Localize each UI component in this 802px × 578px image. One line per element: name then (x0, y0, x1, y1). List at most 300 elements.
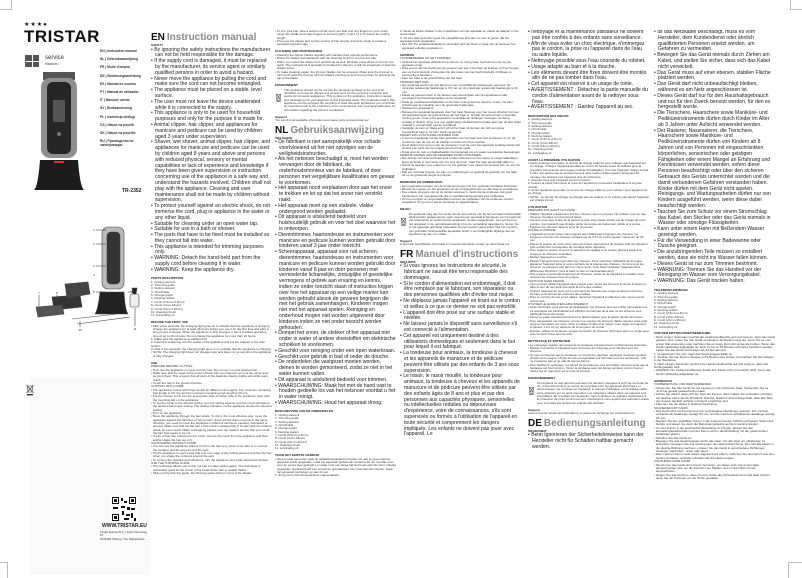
bullet-item: • Move the appliance through the hair slowly. To clip in the most effective way, move the appliance against the direction of hair growth. Since all hair does not grow in the same direction, you need to move the appliance in different directions (upward, downward or across). Make sure that the flat part of the comb is always fully in contact with the scalp to obtain an even result. Make overlapping passes over the head to ensure that you cut all the hair that needs to be cut. (151, 415, 272, 435)
bullet-item: • U kunt het apparaat zonder kam gebruiken om het haar zeer kort te knippen of om de contouren van de nek en de haarlijn rond de oren bij te werken. (400, 137, 521, 144)
safety-item: • To protect yourself against an electric shock, do not immerse the cord, plug or appliance in the water or any other liquid. (151, 204, 272, 221)
diagram-label-8: 8 (56, 291, 58, 295)
language-item: ES | Manual de usuario (100, 81, 137, 86)
text-line: 1. Cutting element (275, 412, 300, 417)
subsection-heading: REINIGING EN ONDERHOUD (400, 180, 443, 185)
text-line: 11. Lubricating oil (151, 313, 175, 318)
text-line: 2. Trimming guide (528, 120, 552, 125)
text-line: CONTOUR SANS PEIGNE (528, 278, 565, 283)
safety-item: • Les éléments devant être fixes doivent être montés afin de ne pas tomber dans l'eau. (528, 71, 649, 83)
safety-item: • This appliance is only to be used for household purposes and only for the purpose it is made for. (151, 111, 272, 123)
safety-item: • This appliance is intended for trimming purposes only. (151, 245, 272, 257)
safety-item: • AVERTISSEMENT : Détachez la partie manuelle du cordon d'alimentation avant de la nettoyer sous l'eau. (528, 88, 649, 105)
diagram-label-6: 6 (131, 290, 133, 294)
safety-list (654, 30, 775, 285)
subsection-heading: Support (400, 238, 412, 243)
language-code: NL (275, 124, 289, 136)
manual-column-4 (528, 30, 649, 550)
diagram-label-11: 11 (133, 327, 137, 331)
bullet-item: • Slide out the thinning guide, the thinning guide will be in front of the blades. (151, 472, 272, 475)
language-item: IT | Manuale utente (100, 98, 130, 103)
text-line: 5. Charging light (151, 293, 173, 298)
diagram-label-2: 2 (93, 242, 95, 246)
bullet-item: • To contour the neckline and sideburns, turn the appliance and make downward strokes. (151, 459, 272, 462)
bullet-item: • Put the chosen comb into the appropriate slots on either side of the appliance, then click the mounting tab on the appliance. (151, 395, 272, 402)
text-line: 3. Après quelques secondes, le témoin de charge s'allume pour indiquer que l'appareil est en charge. (528, 187, 648, 196)
subsection-heading: BEFORE THE FIRST USE (151, 320, 188, 325)
text-line: TRIMMEN MET KAM (400, 79, 429, 84)
subsection-heading: VOR DER ERSTEN INBETRIEBNAHME (654, 331, 711, 336)
safety-item: • Suitable for cleaning under an open water tap. (151, 222, 272, 228)
section-heading (400, 249, 521, 260)
subsection-heading: SÉCURITÉ (400, 259, 416, 264)
text-line: GEBRUIK MAKEN VAN DE GELEIDER VOOR UITDUNNEN (400, 153, 481, 158)
safety-item: • WARNUNG: Das Gerät trocken halten. (654, 279, 775, 285)
bullet-item: • Draai voor de nek- en bakkebaarden het apparaat om en maak neerwaartse bewegingen. (400, 151, 521, 154)
safety-item: • Dit apparaat is uitsluitend bedoeld voor trimmen. (275, 378, 396, 384)
bullet-item: • Om het reinigen te vergemakkelijken kunnen de snijbladen van de tondeuse worden verwijderd. Zorg ervoor dat de tondeuse is uitgeschakeld. (400, 198, 521, 205)
crop-mark-top-left (0, 0, 12, 10)
bullet-item: • NOTE: The charging light does not change color and does not go out when the appliance is fully charged. (151, 351, 272, 358)
language-code: EN (151, 32, 165, 43)
text-line: 1. Make sure the appliance is switched off. (151, 337, 208, 342)
text-line: 2. Trimming guide (275, 416, 299, 421)
safety-item: • Kann unter einem Hahn mit fließendem Wasser gereinigt werden. (654, 227, 775, 239)
text-line: USE THE THINNING GUIDE (151, 461, 190, 466)
text-line: 8. Comb (3mm-18mm) (528, 140, 559, 145)
text-line: 7. Comb (0.5mm-2.5mm) (151, 299, 185, 304)
bullet-item: • Kam het haar in de groeirichting van het haar. (400, 77, 521, 80)
model-number: TR-2352 (122, 188, 142, 194)
environment-text: This appliance should not be put into the domestic garbage at the end of its durability, but must be offered at a central point for the recycling of electric and electronic domestic appliances. This symbol on the appliance, instruction manual and packaging puts your attention to this important issue. The materials used in this appliance can be recycled. By recycling of used domestic appliances you contribute an important push to the protection of our environment. Ask your local authorities for information regarding the point of recollection. (284, 87, 396, 112)
bullet-item: • Brossez les lames et l'appareil avec la brosse de nettoyage pour éliminer tous les cheveux. (528, 347, 649, 354)
bullet-item: • Das Gerät wird mit drei Kämmen für verschiedene Haarlängen geliefert. Die minimal verbleibende Haarlänge beträgt 0,5 mm und die maximal verbleibende Haarlänge beträgt 30 mm. (654, 410, 775, 420)
text-line: You can find all available information and spare parts at www.tristar.eu! (275, 118, 369, 123)
logo-wordmark: TRISTAR (24, 27, 100, 46)
safety-item: • Nettoyage possible sous l'eau courante du robinet. (528, 59, 649, 65)
bullet-item: • NOTE : Le témoin de charge ne change pas de couleur et ne s'éteint pas quand l'appareil est chargé à fond. (528, 196, 649, 203)
text-line: UTILISER LE GUIDE D'ÉCLAIRCISSEMENT (528, 301, 589, 306)
subsection-heading: TEILEBESCHREIBUNG (654, 287, 688, 292)
website-link[interactable]: WWW.TRISTAR.EU (102, 523, 147, 529)
section-heading (151, 32, 272, 43)
bullet-item: • Gebruik het apparaat uitsluitend op schoon en droog haar. Gebruik het niet op pas gewassen haar. (400, 61, 521, 68)
text-line: VOORBEREIDEN OP HET TRIMMEN (400, 56, 451, 61)
section-heading (275, 125, 396, 136)
bullet-item: • Tilt the appliance in such a way that only one edge of the cutting element touches the hair when you shape the contours around the ears. (151, 452, 272, 459)
safety-item: • Scheerapparaat, apparaat voor nat scheren, dierentrimmer, haartondeuse en instrumenten voor manicure en pedicure kunnen worden gebruikt door kinderen vanaf 8 jaar en door personen met verminderde lichamelijke, zintuiglijke of geestelijke vermogens of gebrek aan ervaring en kennis, indien ze onder toezicht staan of instructies krijgen over hoe het apparaat op een veilige manier kan worden gebruikt alsook de gevaren begrijpen die met het gebruik samenhangen. Kinderen mogen niet met het apparaat spelen. Reiniging en onderhoud mogen niet worden uitgevoerd door kinderen indien ze niet onder toezicht worden gehouden. (275, 250, 396, 331)
bullet-item: • Kämmen Sie die Haare in Haarwuchsrichtung. (654, 403, 775, 406)
text-line: 7. Comb (0.5mm-2.5mm) (275, 432, 309, 437)
bullet-item: • To trim your hair, take a section of hair (and your little and ring fingers on your scalp, using the middle and index fingers to set the length), hold 1 to 2 cm below the cutting length. (275, 30, 396, 40)
bullet-item: • Le nettoyage régulier des lames de la tondeuse entretient leurs performances optimales. (528, 344, 649, 347)
bullet-item: • Het apparaat wordt met drie kammen voor verschillende haarlengtes geleverd. De minimale resterende haarlengte is 0,5 mm en de maximale resterende haarlengte is 30 mm. (400, 84, 521, 94)
safety-item: • Animal clipper, hair clipper, and appliances for manicure and pedicure can be used by children aged 3 years under supervision. (151, 123, 272, 140)
bullet-item: • Schakel het apparaat in. (400, 107, 521, 110)
qr-code[interactable] (111, 496, 137, 522)
subsection-heading: SAFETY (151, 43, 164, 47)
language-item: NL | Gebruiksaanwijzing (100, 57, 139, 62)
manual-column-3 (400, 30, 521, 550)
bullet-item: • Draai de instelkeuzeschakelaar om de kam in de gewenste stand te zetten. De kam schuift naar de instelling voor de gewenste haarlengte. (400, 101, 521, 108)
safety-item: • If the supply cord is damaged, it must be replaced by the manufacturer, its service agent or similarly qualified persons in order to avoid a hazard. (151, 59, 272, 76)
safety-item: • De onderdelen die vastgezet moeten worden, dienen te worden gemonteerd, zodat ze niet in het water kunnen vallen. (275, 360, 396, 377)
safety-item: • The user must not leave the device unattended while it is connected to the supply. (151, 100, 272, 112)
language-item: CS | Návod na použití (100, 122, 134, 127)
text-line: 1. Vergewissern Sie sich, dass das Gerät ausgeschaltet ist. (654, 351, 733, 356)
text-line: 10. Cleaning brush (654, 321, 680, 326)
bullet-item: • Comb the hair in the growth direction. (151, 382, 272, 385)
safety-item: • Geschikt voor gebruik in bad of onder de douche. (275, 355, 396, 361)
safety-list (528, 30, 649, 111)
text-line: 3. Setting selector (275, 419, 300, 424)
bullet-item: • Schuif de geleider voor uitdunnen uit. De geleider voor uitdunnen bevindt zich nu voor de snijbladen. (400, 164, 521, 171)
subsection-heading: USE (151, 360, 158, 365)
environment-text: Dit apparaat mag aan het einde van de levensduur niet bij het normale huishoudelijk afval worden gedeponeerd, maar moet bij een speciaal inzamelpunt voor hergebruik van elektrische en elektronische apparaten worden aangeboden. Het symbool op het apparaat, in de gebruiksaanwijzing of op de verpakking attendeert u hierop. De in het apparaat gebruikte materialen kunnen worden gerecycled. Met het recyclen van gebruikte huishoudelijke apparaten levert u een belangrijke bijdrage aan de bescherming van ons milieu. (409, 211, 521, 236)
bullet-item: • Si vous remarquez que la tondeuse ne fonctionne pas bien, appliquez quelques gouttes d'huile sur le peigne. L'huile fournie est spécialement formulée pour les tondeuses : elle ne s'évapore pas et ne ralentit pas les lames. (528, 354, 649, 364)
bullet-item: • Vous pouvez utiliser l'appareil sans peigne pour tondre les cheveux à ras de la peau ou faire le tour du cou ainsi que dans la zone des oreilles. (528, 283, 649, 290)
text-line: COUPE AU PEIGNE (528, 228, 556, 233)
service-badge (25, 55, 64, 67)
text-line: MAKEN VAN CONTOUREN ZONDER KAM (400, 133, 459, 138)
bullet-item: • Mettez l'appareil en marche. (528, 256, 649, 259)
text-line: SCHNEIDEN MIT KAMM (654, 405, 688, 410)
manual-column-2 (275, 30, 396, 550)
safety-item: • Shaver, wet shaver, animal clipper, hair clipper, and appliances for manicure and pedicure can be used by children aged 8 years and above and persons with reduced physical, sensory or mental capabilities or lack of experience and knowledge if they have been given supervision or instruction concerning use of the appliance in a safe way and understand the hazards involved. Children shall not play with the appliance. Cleaning and user maintenance shall not be made by children without supervision. (151, 140, 272, 204)
subsection-heading: ENVIRONMENT (275, 83, 298, 88)
subsection-heading: Support (275, 114, 287, 119)
bullet-item: • Achten Sie darauf, dass sich der Kopf der Person, deren Haare Sie schneiden möchten, auf gleicher Höhe wie Ihr Brustkorb befindet. Dadurch wird sichergestellt, dass alle Teile des Kopfes deutlich sichtbar und leicht erreichbar sind. (654, 393, 775, 403)
safety-item: • De fabrikant is niet aansprakelijk voor schade voortvloeiend uit het niet opvolgen van de veiligheidsinstructies. (275, 140, 396, 157)
subsection-heading: AVANT LA PREMIÈRE UTILISATION (528, 157, 581, 162)
subsection-heading: DESCRIPTION DES PIÈCES (528, 113, 569, 118)
diagram-label-1: 1 (93, 228, 95, 232)
weee-bin-icon (400, 213, 407, 231)
weee-bin-icon (26, 384, 34, 396)
subsection-heading: VOOR HET EERSTE GEBRUIK (275, 453, 320, 458)
safety-item: • Die Tierschere, Haarschere sowie Maniküre- und Pediküreinstrumente dürfen durch Kinder im Alter ab 3 Jahren unter Aufsicht verwendet werden. (654, 111, 775, 128)
language-item: SV | Bruksanvisning (100, 106, 132, 111)
text-line: 8. Comb (3mm-18mm) (275, 436, 306, 441)
text-line: 1. Assurez-vous que l'appareil est hors tension. (528, 177, 591, 182)
bullet-item: • Doe enkele druppels olie op de tanden wanneer u merkt dat de tondeuse niet goed functioneert. De meegeleverde olie is speciaal samengesteld voor tondeuses. (400, 191, 521, 198)
subsection-heading: SICHERHEIT (528, 428, 547, 433)
safety-item: • Tauchen Sie zum Schutz vor einem Stromschlag das Kabel, den Stecker oder das Gerät niemals in Wasser oder sonstige Flüssigkeiten. (654, 210, 775, 227)
crop-mark-bottom-right (788, 562, 802, 578)
safety-item: • Beim Ignorieren der Sicherheitshinweise kann der Hersteller nicht für Schäden haftbar gemacht werden. (528, 433, 649, 450)
manual-column-1 (151, 30, 272, 550)
product-photo (30, 72, 90, 192)
environment-notice (528, 382, 649, 405)
weee-bin-icon (528, 382, 535, 400)
bullet-item: • Pour faciliter le nettoyage, les lames de la tondeuse sont amovibles. Assurez-vous que la tondeuse est hors tension. Tenez la tondeuse avec les lames pointées vers le haut et retirez-les en appuyant sur le haut de la lame. (528, 364, 649, 374)
safety-item: • Ne laissez jamais le dispositif sans surveillance s'il est connecté à l'alimentation. (400, 322, 521, 334)
bullet-item: • Plaats de gekozen kam in de sleuven aan weerszijden van het apparaat en klik vervolgens het bevestigingslipje op het apparaat. (400, 94, 521, 101)
service-grid-icon (25, 55, 39, 67)
diagram-label-7: 7 (38, 291, 40, 295)
safety-item: • Dieses Gerät darf nur für den Haushaltsgebrauch und nur für den Zweck benutzt werden, für den es hergestellt wurde. (654, 94, 775, 111)
text-line: VORBEREITUNG VOR DEM SCHNEIDEN (654, 382, 712, 387)
bullet-item: • Ensuite, utilisez la tondeuse, coupez la section de cheveux fortement selon un angle pour créer le bord d'une dent de scie. (528, 330, 649, 337)
text-line: 9. Comb (21mm-30mm) (275, 439, 307, 444)
subsection-heading: GEBRUIK (400, 52, 415, 57)
bullet-item: • L'appareil est fourni avec trois peignes pour différentes longueurs de cheveux. La longueur minimum de cheveux restants est de 0,5 mm et la longueur maximum de 30 mm. (528, 233, 649, 243)
bullet-item: • Sortez le guide d'éclaircissement en le faisant glisser pour le placer devant les lames. (528, 316, 649, 319)
text-line: CONTOURING WITHOUT COMB (151, 441, 197, 446)
text-line: 1. Zorg ervoor dat het apparaat is uitgeschakeld. (275, 473, 340, 478)
text-line: 4. On/off slide (275, 422, 294, 427)
text-line: 6. Docking station (275, 429, 299, 434)
bullet-item: • Houd tijdens het vormen van de contouren rond de oren het apparaat zodanig schuin dat slechts één rand van het snijelement het haar raakt. (400, 144, 521, 151)
safety-item: • Dieses Gerät ist nur zum Trimmen bestimmt. (654, 262, 775, 268)
bullet-item: • Cleaning the clipper blades regularly will maintain their optimal performance. (275, 54, 396, 57)
safety-item: • Cet appareil est uniquement destiné à des utilisations domestiques et seulement dans le but pour lequel il est fabriqué. (400, 334, 521, 351)
bullet-item: • Zorg ervoor dat het hoofd van de persoon van wie u het haar wil knippen zich ter hoogte van uw borst bevindt. Zodoende zijn alle delen van het hoofd duidelijk zichtbaar en eenvoudig te bereiken. (400, 67, 521, 77)
safety-list (528, 433, 649, 450)
subsection-heading: CLEANING AND MAINTENANCE (275, 49, 323, 54)
safety-item: • Ist das Netzkabel beschädigt, muss es vom Hersteller, dem Kundendienst oder ähnlich qualifizierten Personen ersetzt werden, um Gefahren zu vermeiden. (654, 30, 775, 53)
bullet-item: • Pak een lok haar (tussen uw wijs- en middelvinger) en gebruik de geleider om het haar tot op de gewenste lengte te knippen. (400, 171, 521, 178)
safety-item: • Ne déplacez jamais l'appareil en tirant sur le cordon et veillez à ce que ce dernier ne soit pas entortillé. (400, 299, 521, 311)
safety-item: • AVERTISSEMENT : Gardez l'appareil au sec. (528, 105, 649, 111)
text-line: 9. Comb (21mm-30mm) (151, 306, 183, 311)
text-line: 11. Lubricating oil (275, 446, 299, 451)
subsection-heading: GEBRAUCH (654, 378, 672, 383)
subsection-heading: ENVIRONNEMENT (528, 376, 556, 381)
text-line: KONTUREN OHNE KAMM (654, 459, 691, 464)
safety-item: • Never move the appliance by pulling the cord and make sure the cord can not become entangled. (151, 77, 272, 89)
diagram-label-9: 9 (78, 283, 80, 287)
weee-bin-icon (275, 89, 282, 107)
text-line: 9. Comb (21mm-30mm) (654, 317, 686, 322)
text-line: 6. Docking station (528, 133, 552, 138)
bullet-item: • Assurez-vous que la tête de la personne que vous voulez tondre est au niveau de votre poitrine. Ceci garantit que chaque partie de la tête est clairement visible et à portée. (528, 219, 649, 226)
bullet-item: • Sie können das Gerät ohne Kamm benutzen, um Haare sehr nah an der Haut abzuschneiden oder um die Konturen am Nacken und um die Ohren herum auszuarbeiten. (654, 464, 775, 474)
text-line: CLIPPING WITH COMB (151, 384, 184, 389)
safety-list (151, 48, 272, 274)
bullet-item: • Brush the blades and appliance with the cleaning brush to remove any hair. (275, 57, 396, 60)
bullet-item: • Utilisez l'appareil uniquement sur des cheveux secs et propres. Ne l'utilisez pas sur des cheveux humides ou récemment lavés. (528, 213, 649, 220)
text-line: 2. Trimming guide (151, 283, 175, 288)
subsection-heading: BESCHRIJVING VAN DE ONDERDELEN (275, 409, 334, 414)
bullet-item: • To make cleaning easier, the trimmer blades can be removed. Make sure the trimmer is turned off. Hold the trimmer with the blades pointing up and remove them by pressing the top of the blade. (275, 71, 396, 81)
text-line: 3. Setting selector (654, 297, 679, 302)
bullet-item: • Si le peigne a accumulé beaucoup de cheveux, retirez-le de l'appareil et soufflez et/ou secouez les cheveux hors du peigne. (528, 273, 649, 280)
bullet-item: • Wenn sich im Kamm viele Haare angesammelt haben, entfernen Sie den Kamm aus dem Gerät und blasen und/oder schütteln Sie die Haare heraus. (654, 453, 775, 460)
text-line: 7. Comb (0.5mm-2.5mm) (528, 137, 562, 142)
subsection-heading: UTILISATION (528, 204, 548, 209)
bullet-item: • Verwijder de kam en blaas en/of schud het haar uit de kam als zich een grote hoeveelheid haar in de kam heeft verzameld. (400, 127, 521, 134)
text-line: 5. Charging light (275, 426, 297, 431)
safety-item: • Het apparaat moet op een stabiele, vlakke ondergrond worden geplaatst. (275, 204, 396, 216)
text-line: 10. Cleaning brush (528, 147, 554, 152)
safety-item: • Die anzubringenden Teile müssen so installiert werden, dass sie nicht ins Wasser fallen können. (654, 250, 775, 262)
bullet-item: • Beweeg het apparaat langzaam door het haar. Beweeg voor het meest effectief trimmen het apparaat tegen de groeirichting van het haar in. Omdat niet al het haar in dezelfde richting groeit, moet u het apparaat in verschillende richtingen bewegen (omhoog, omlaag of dwars). Zorg voor een gelijkmatig resultaat dat het platte deel van de kam altijd volledig in contact blijft met de hoofdhuid. (400, 111, 521, 128)
bullet-item: • Verwenden Sie das Gerät nur auf sauberem und trockenem Haar. Verwenden Sie es nicht bei gerade gewaschenem Haar. (654, 387, 775, 394)
text-line: 2. Insert the small plug into the socket of the appliance and put the adapter in the wall socket. (151, 340, 265, 348)
language-list (100, 50, 148, 152)
bullet-item: • Borstel de messen en het apparaat met de reinigingsborstel om alle haar te verwijderen. (400, 188, 521, 191)
bullet-item: • Peignez les cheveux dans le sens de la pousse. (528, 226, 649, 229)
safety-item: • WARNUNG: Trennen Sie das Handteil vor der Reinigung im Wasser vom Versorgungskabel. (654, 268, 775, 280)
environment-notice (400, 213, 521, 236)
text-line: 2. Stecken Sie den kleinen Stecker in die Buchse des Geräts und stecken Sie den Adapter in die Steckdose. (654, 355, 775, 363)
bullet-item: • Then use the clipper and cut the section of hair steeply and at an angle to create a seamless layered edge. (275, 40, 396, 47)
text-line: U kunt alle beschikbare informatie en reserveonderdelen vinden op www.tristar.eu! (400, 242, 510, 247)
bullet-item: • Met behulp van deze techniek kunt u haar uitdunnen om het stylen te vergemakkelijken. Deze techniek is met name van nut voor de kruin, waar het haar gewoonlijk dikker is. (400, 157, 521, 164)
tristar-logo (24, 22, 100, 45)
safety-item: • Cet appareil est réservé à un usage de tonte. (528, 82, 649, 88)
environment-notice (275, 89, 396, 112)
subsection-heading: NETTOYAGE ET ENTRETIEN (528, 338, 571, 343)
safety-item: • WARNING: Keep the appliance dry. (151, 268, 272, 274)
safety-item: • Geschikt voor reiniging onder een open waterkraan. (275, 349, 396, 355)
bullet-item: • To set the comb to the desired setting, turn the setting selector and the comb will slide to the desired hair length setting. The setting indication on the appliance shows the selected setting. (151, 402, 272, 412)
bullet-item: • Inclinez l'appareil de sorte qu'un seul bord de l'élément de coupe touche les cheveux lorsque vous formez les contours des oreilles. (528, 290, 649, 297)
text-line: 11. Lubricating oil (528, 150, 552, 155)
text-line: Vous trouverez toutes les informations et pièces de rechange sur www.tristar.eu ! (528, 411, 636, 416)
safety-item: • nettoyage et la maintenance utilisateur ne doivent pas être confiés à des enfants sans surveillance. (528, 30, 649, 42)
safety-item: • L'appareil doit être posé sur une surface stable et nivelée. (400, 311, 521, 323)
bullet-item: • After a few seconds, the charging light goes on to indicate that the appliance is charging. Charge the appliance for at least 16 hours before you use it for the first time and after a long period of disuse. When the appliance is fully charged, it has a cordless operating time of up to 40 minutes. Do not charge the appliance for more than 24 hours. (151, 325, 272, 338)
bullet-item: • Nach einigen Sekunden leuchtet die Ladekontrollleuchte auf und zeigt an, dass das Gerät geladen wird. Laden Sie das Gerät mindestens 16 Stunden lang auf, bevor Sie es zum ersten Mal verwenden oder nachdem Sie es lange Zeit nicht verwendet haben. Wenn das Gerät vollständig aufgeladen ist, kann es bis zu 40 Minuten schnurlos betrieben werden. Laden Sie das Gerät nicht länger als 24 Stunden auf. (654, 336, 775, 353)
bullet-item: • Neigen Sie das Gerät so, dass nur eine Kante des Schneidelements das Haar berührt, wenn Sie die Konturen um die Ohren gestalten. (654, 474, 775, 481)
service-url: tristar.eu (45, 62, 59, 66)
safety-item: • Der Rasierer, Nassrasierer, die Tierschere, Haarschere sowie Maniküre- und Pediküreinstrumente dürfen von Kindern ab 8 Jahren und von Personen mit eingeschränkten körperlichen, sensorischen oder geistigen Fähigkeiten oder einem Mangel an Erfahrung und Kenntnissen verwendet werden, sofern diese Personen beaufsichtigt oder über den sicheren Gebrauch des Geräts unterrichtet wurden und die damit verbundenen Gefahren verstanden haben. Kinder dürfen mit dem Gerät nicht spielen. Reinigungs- und Wartungsarbeiten dürfen nur von Kindern ausgeführt werden, wenn diese dabei beaufsichtigt werden. (654, 129, 775, 210)
safety-item: • Het apparaat nooit verplaatsen door aan het snoer te trekken en let op dat het snoer niet verstrikt raakt. (275, 186, 396, 203)
safety-item: • Als het netsnoer beschadigd is, moet het worden vervangen door de fabrikant, de onderhoudsmonteur van de fabrikant, of door personen met vergelijkbare kwalificaties om gevaar te voorkomen. (275, 157, 396, 186)
text-line: 10. Cleaning brush (275, 442, 301, 447)
text-line: 4. On/off slide (528, 127, 547, 132)
bullet-item: • Het regelmatig reinigen van de tondeusemessen zal hun optimale prestaties behouden. (400, 185, 521, 188)
language-item: PL | Instrukcja obsługi (100, 114, 136, 119)
bullet-item: • Pour régler le peigne, tournez le sélecteur de réglage et le peigne glissera jusqu'à la longueur de cheveux souhaitée. (528, 249, 649, 256)
bullet-item: • Turn on the appliance. (151, 412, 272, 415)
language-item: PT | Manual de utilizador (100, 89, 139, 94)
safety-item: • Suitable for use in a bath or shower. (151, 227, 272, 233)
safety-item: • Dit apparaat is uitsluitend bedoeld voor huishoudelijk gebruik en voor het doel waarvoor het is ontworpen. (275, 215, 396, 232)
text-line: 2. Steek de kleine stekker in de contactdoos van het apparaat en plaats de adapter in het stopcontact. (400, 30, 519, 37)
diagram-label-3: 3 (93, 264, 95, 268)
bullet-item: • Make sure that the head of the person whose hair you intend to cut is at the same level as your chest. This ensures that all parts of the head are clearly visible and within easy reach. (151, 372, 272, 382)
bullet-item: • Pour le contour du cou et les pattes, retournez l'appareil et effectuez des mouvements vers le bas. (528, 296, 649, 303)
text-line: 5. Charging light (654, 304, 676, 309)
text-line: 4. On/off slide (654, 301, 673, 306)
safety-item: • Dompel het snoer, de stekker of het apparaat niet onder in water of andere vloeistoffen om elektrische schokken te voorkomen. (275, 331, 396, 348)
safety-item: • The appliance must be placed on a stable, level surface. (151, 88, 272, 100)
address-line: 5015 BH Tilburg | The Netherlands (100, 536, 145, 541)
text-line: 2. Insérez la petite fiche dans la prise de l'appareil et connectez l'adaptateur à la prise murale. (528, 181, 642, 189)
subsection-heading: MILIEU (400, 207, 411, 212)
text-line: 3. Setting selector (151, 286, 176, 291)
section-title: Bedienungsanleitung (543, 417, 646, 429)
text-line: 1. Cutting element (151, 279, 176, 284)
bullet-item: • Bewegen Sie das Gerät langsam durch das Haar. Um das Haar am effektivsten zu schneiden, bewegen Sie das Gerät gegen die Haarwuchsrichtung. Da nicht alle Haare in die gleiche Richtung wachsen, müssen Sie das Gerät in verschiedene Richtungen bewegen (nach oben, unten oder quer). (654, 440, 775, 453)
text-line: 10. Cleaning brush (151, 309, 177, 314)
diagram-label-10: 10 (78, 328, 82, 332)
text-line: 6. Docking station (654, 307, 678, 312)
bullet-item: • Placez le peigne de votre choix dans les fentes appropriées de chaque côté de l'appareil puis enclenchez la languette de montage dans l'appareil. (528, 243, 649, 250)
section-title: Instruction manual (166, 32, 257, 43)
text-line: PRÉPARATION AVANT LA COUPE (528, 208, 576, 213)
language-item: SK | Návod na použitie (100, 130, 136, 135)
safety-item: • Das Gerät muss auf einer ebenen, stabilen Fläche platziert werden. (654, 71, 775, 83)
subsection-heading: Support (528, 407, 540, 412)
bullet-item: • Pour désépaissir vos cheveux, prenez une section de cheveux (faites reposer votre petit doigt et l'annulaire sur votre crâne et utilisez l'index et le majeur pour régler la longueur) et laissez 1 à 2 cm en dessous de la longueur de coupe. (528, 320, 649, 330)
safety-item: • Für die Verwendung in einer Badewanne oder Dusche geeignet. (654, 239, 775, 251)
bullet-item: • When you notice the clipper isn't performing as well, lubricate a few drops of oil onto the teeth. The enclosed oil is specially formulated for clippers, it will not evaporate or slow the blades down. (275, 61, 396, 71)
diagram-label-5: 5 (93, 290, 95, 294)
language-code: DE (528, 417, 542, 429)
text-line: 1. Cutting element (654, 291, 679, 296)
safety-item: • WAARSCHUWING: Houd het apparaat droog. (275, 401, 396, 407)
crop-mark-bottom-left (0, 562, 8, 578)
bullet-item: • The appliance comes with three combs for different hair lengths. The minimum remaining hair length is 0.5 mm and the maximum remaining hair length is 30 mm. (151, 389, 272, 396)
safety-item: • Afin de vous éviter un choc électrique, n'immergez pas le cordon, la prise ou l'appareil dans de l'eau ou autre liquide. (528, 42, 649, 59)
safety-item: • Bewegen Sie das Gerät niemals durch Ziehen am Kabel, und stellen Sie sicher, dass sich das Kabel nicht verwickelt. (654, 53, 775, 70)
text-line: 4. On/off slide (151, 289, 170, 294)
text-line: 7. Comb (0.5mm-2.5mm) (654, 311, 688, 316)
safety-item: • By ignoring the safety instructions the manufacturer can not be held responsible for the damage. (151, 48, 272, 60)
safety-item: • WAARSCHUWING: Maak het met de hand vast te houden gedeelte los van het netsnoer voordat u het in water reinigt. (275, 384, 396, 401)
subsection-heading: VEILIGHEID (275, 135, 293, 140)
safety-list (400, 264, 521, 438)
safety-list (275, 140, 396, 407)
language-item: DE | Bedienungsanleitung (100, 73, 141, 78)
safety-item: • Si vous ignorez les instructions de sécurité, le fabricant ne saurait être tenu responsable des dommages. (400, 264, 521, 281)
safety-item: • La tondeuse pour animaux, la tondeuse à cheveux et les appareils de manucure et de pédicure peuvent être utilisés par des enfants de 3 ans sous supervision. (400, 351, 521, 374)
parts-diagram (22, 222, 147, 337)
safety-item: • Usage adapté au bain et à la douche. (528, 65, 649, 71)
bullet-item: • Stecken Sie den gewählten Kamm in die entsprechenden Schlitze auf beiden Seiten des Geräts und lassen Sie dann die Befestigungslasche auf dem Gerät einrasten. (654, 420, 775, 427)
section-title: Manuel d'instructions (415, 248, 519, 260)
manual-column-5 (654, 30, 775, 546)
bullet-item: • Cette technique vous permet de désépaissir vos cheveux pour les coiffer plus facilement. La technique est particulièrement efficace au sommet de la tête où les cheveux sont habituellement plus épais. (528, 306, 649, 316)
language-item: FR | Mode d'emploi (100, 65, 131, 70)
service-label: service (45, 55, 65, 61)
logo-stars: ★★★● (24, 22, 48, 28)
safety-item: • Dierentrimmer, haartondeuse en instrumenten voor manicure en pedicure kunnen worden gebruikt door kinderen vanaf 3 jaar onder toezicht. (275, 233, 396, 250)
crop-mark-top-right (790, 0, 802, 10)
text-line: 1. Cutting element (528, 117, 553, 122)
bullet-item: • Only use the appliance on clean and dry hair. Do not use it on just washed hair. (151, 369, 272, 372)
text-line: 3. Setting selector (528, 123, 553, 128)
language-item: EN | Instruction manual (100, 49, 137, 53)
text-line: 3. Nach einigen Sekunden leuchtet die Ladekontrollleuchte auf und zeigt an, dass das Gerät geladen wird. (654, 361, 769, 370)
bullet-item: • If a lot of hair has collected in the comb, remove the comb from the appliance and blow and/or shake the hair out of it. (151, 435, 272, 442)
bullet-item: • You can use the appliance without comb to clip hair very close to the skin or to contour the neckline and the area around the ears. (151, 445, 272, 452)
safety-item: • The parts that have to be fixed must be installed so they cannot fall into water. (151, 233, 272, 245)
safety-item: • Das Gerät darf nicht unbeaufsichtigt bleiben, während es am Netz angeschlossen ist. (654, 82, 775, 94)
bullet-item: • Passez l'appareil lentement dans les cheveux. Pour optimiser l'efficacité de la coupe, déplacez l'appareil dans le sens contraire de la pousse des cheveux. Comme tous les cheveux ne poussent pas dans le même sens, vous devez déplacer l'appareil dans différentes directions (vers le haut, le bas ou transversalement). (528, 260, 649, 273)
safety-item: • Le rasoir, le rasoir mouillé, la tondeuse pour animaux, la tondeuse à cheveux et les appareils de manucure et de pédicure peuvent être utilisés par des enfants âgés de 8 ans et plus et par des personnes aux capacités physiques, sensorielles ou intellectuelles réduites ou dépourvues d'expérience, voire de connaissances, s'ils sont supervisés ou formés à l'utilisation de l'appareil en toute sécurité et comprennent les dangers impliqués. Les enfants ne doivent pas jouer avec l'appareil. Le (400, 374, 521, 438)
bullet-item: • This technique allows you to thin out hair to make styling easier. The technique is particularly good for the crown of the head where hair is usually thicker. (151, 465, 272, 472)
bullet-item: • Après quelques secondes, le témoin de charge s'allume pour indiquer que l'appareil est en charge. Chargez l'appareil pendant au moins 16 heures avant de l'utiliser pour la première fois et après une longue période d'inutilisation. Une fois l'appareil chargé à fond, il offre une autonomie de fonctionnement sans cordon d'alimentation atteignant 40 minutes. Ne chargez pas l'appareil plus de 24 heures. (528, 162, 649, 179)
language-item: RU | Руководство по эксплуатации (100, 139, 134, 147)
text-line: 5. Charging light (528, 130, 550, 135)
bullet-item: • Um den Kamm in die gewünschte Einstellung zu bringen, drehen Sie den Einstellungswahlschalter und der Kamm wird in die Einstellung mit der gewünschten Haarlänge gleiten. (654, 427, 775, 437)
text-line: 3. After a few seconds, the charging light goes on to indicate that the appliance is charging. (151, 347, 272, 352)
diagram-label-4: 4 (93, 273, 95, 277)
language-code: FR (400, 248, 414, 260)
text-line: PREPARE BEFORE CUTTING (151, 364, 193, 369)
text-line: 11. Lubricating oil (654, 324, 678, 329)
text-line: 8. Comb (3mm-18mm) (654, 314, 685, 319)
bullet-item: • HINWEIS: Die Ladekontrollleuchte ändert ihre Farbe nicht und erlischt nicht, wenn das Gerät vollständig aufgeladen ist. (654, 369, 775, 376)
address-line: Tristar Europe B.V. | Jules Verneweg 87 (100, 530, 147, 538)
text-line: 3. Na een paar seconden gaat het oplaadlampje branden om aan te geven dat het apparaat wordt opgeladen. (400, 35, 510, 44)
safety-item: • Si le cordon d'alimentation est endommagé, il doit être remplacé par le fabricant, son réparateur ou des personnes qualifiées afin d'éviter tout risque. (400, 282, 521, 299)
